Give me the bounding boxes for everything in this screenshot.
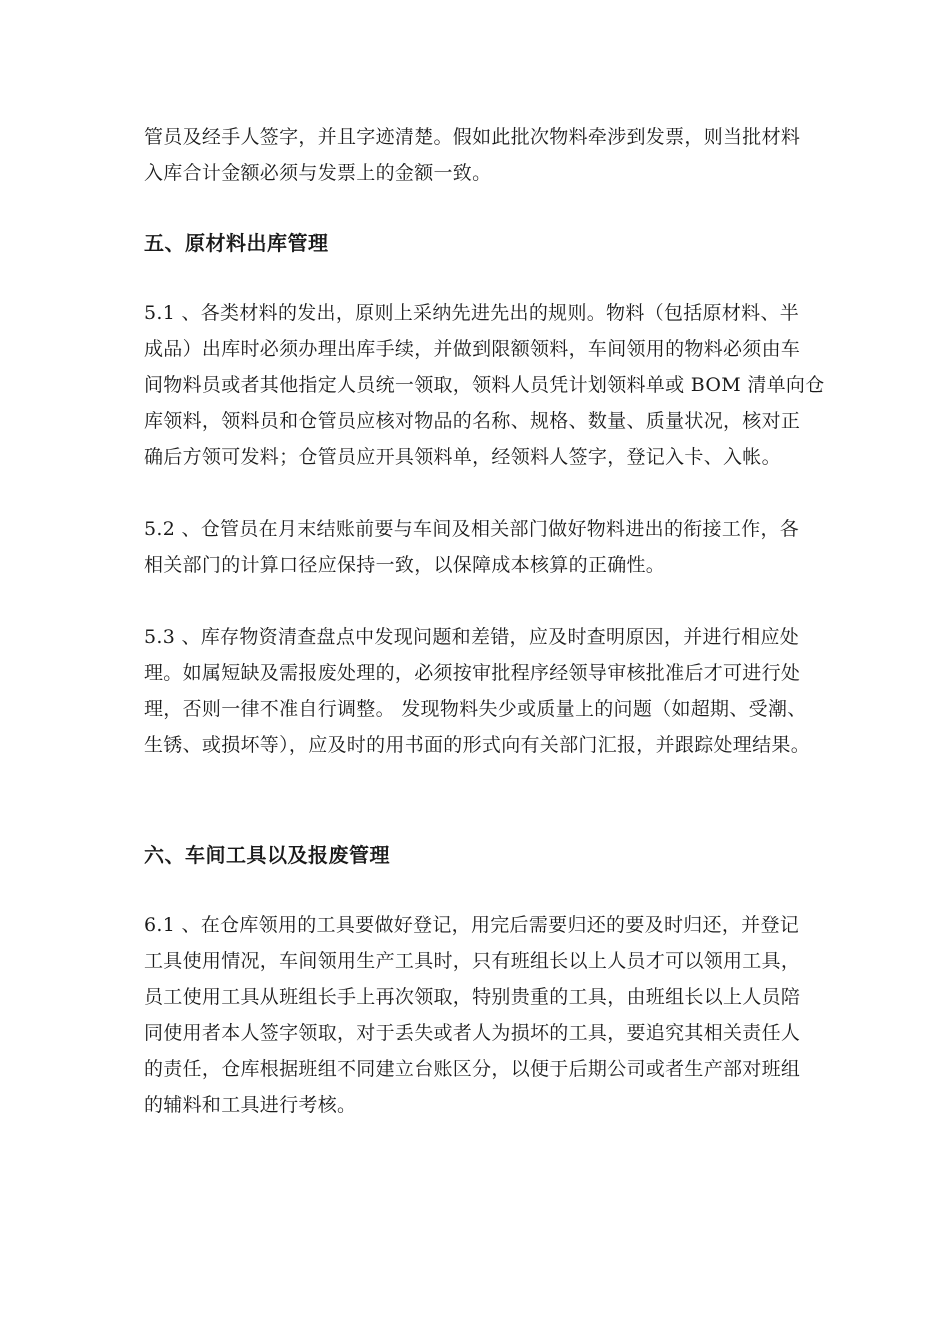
section-5-3-line: 理，否则一律不准自行调整。 发现物料失少或质量上的问题（如超期、受潮、 [144, 698, 807, 720]
section-5-1-line: 成品）出库时必须办理出库手续，并做到限额领料，车间领用的物料必须由车 [144, 338, 801, 360]
intro-line: 入库合计金额必须与发票上的金额一致。 [144, 162, 492, 184]
section-5-1-line: 库领料，领料员和仓管员应核对物品的名称、规格、数量、质量状况，核对正 [144, 410, 801, 432]
section-6-1-line: 6.1 、在仓库领用的工具要做好登记，用完后需要归还的要及时归还，并登记 [144, 914, 800, 936]
section-5-heading: 五、原材料出库管理 [144, 231, 329, 255]
section-6-1-line: 同使用者本人签字领取，对于丢失或者人为损坏的工具，要追究其相关责任人 [144, 1022, 801, 1044]
section-5-1-line: 5.1 、各类材料的发出，原则上采纳先进先出的规则。物料（包括原材料、半 [144, 302, 800, 324]
section-5-3-line: 5.3 、库存物资清查盘点中发现问题和差错，应及时查明原因，并进行相应处 [144, 626, 800, 648]
section-5-1-line: 间物料员或者其他指定人员统一领取，领料人员凭计划领料单或 BOM 清单向仓 [144, 374, 825, 396]
intro-line: 管员及经手人签字，并且字迹清楚。假如此批次物料牵涉到发票，则当批材料 [144, 126, 801, 148]
section-5-3-line: 理。如属短缺及需报废处理的，必须按审批程序经领导审核批准后才可进行处 [144, 662, 801, 684]
section-6-1-line: 员工使用工具从班组长手上再次领取，特别贵重的工具，由班组长以上人员陪 [144, 986, 801, 1008]
section-5-1-line: 确后方领可发料；仓管员应开具领料单，经领料人签字，登记入卡、入帐。 [144, 446, 781, 468]
section-6-1-line: 的辅料和工具进行考核。 [144, 1094, 357, 1116]
section-5-2-line: 相关部门的计算口径应保持一致，以保障成本核算的正确性。 [144, 554, 666, 576]
section-5-2-line: 5.2 、仓管员在月末结账前要与车间及相关部门做好物料进出的衔接工作，各 [144, 518, 800, 540]
section-6-heading: 六、车间工具以及报废管理 [144, 843, 390, 867]
section-5-3-line: 生锈、或损坏等），应及时的用书面的形式向有关部门汇报，并跟踪处理结果。 [144, 734, 811, 756]
section-6-1-line: 工具使用情况，车间领用生产工具时，只有班组长以上人员才可以领用工具， [144, 950, 801, 972]
section-6-1-line: 的责任，仓库根据班组不同建立台账区分，以便于后期公司或者生产部对班组 [144, 1058, 801, 1080]
